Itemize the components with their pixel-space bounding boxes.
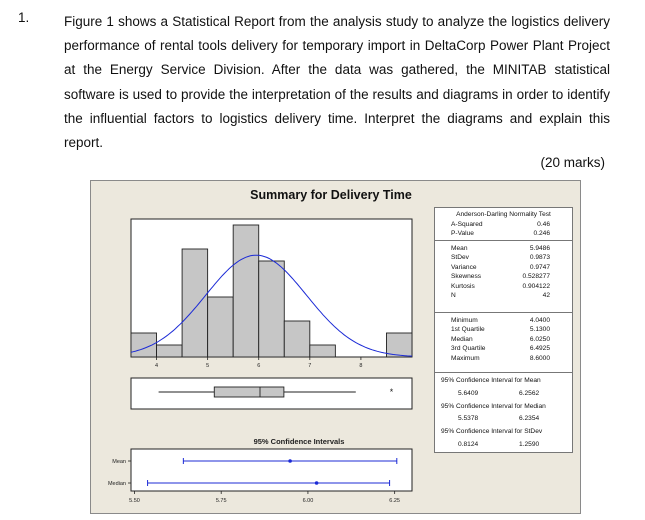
histogram-bar [259,261,285,357]
ci-high: 6.2354 [519,415,540,423]
histogram-bar [182,249,208,357]
ci-section [435,373,572,453]
desc-stat-row [435,244,572,253]
desc-stat-row [435,253,572,262]
ad-stat-value: 0.46 [537,221,550,228]
quartile-stat-label: Minimum [451,317,478,324]
descriptive-section [435,241,572,313]
ci-low: 0.8124 [458,440,479,448]
minitab-summary-figure [90,180,581,514]
desc-stat-label: Mean [451,245,468,252]
ci-block [435,401,572,427]
ci-high: 1.2590 [519,440,540,448]
ci-plot-area [131,449,412,491]
x-tick-label: 7 [308,363,312,369]
ci-point-estimate [288,459,292,463]
boxplot-outlier: * [389,387,394,397]
histogram-bar [310,345,336,357]
question-text [64,10,610,155]
desc-stat-row [435,272,572,281]
ci-block [435,426,572,452]
ci-title: 95% Confidence Interval for StDev [441,428,543,436]
desc-stat-value: 5.9486 [529,245,550,252]
desc-stat-value: 0.9873 [529,254,550,262]
histogram-bar [284,321,310,357]
x-tick-label: 6 [257,363,261,369]
ci-low: 5.6409 [458,389,479,397]
quartile-stat-value: 6.4925 [529,345,550,353]
ci-x-tick-label: 5.50 [129,498,140,504]
boxplot-box [214,387,284,397]
ci-row-label: Mean [112,459,126,465]
ad-test-section [435,208,572,241]
ci-block [435,375,572,401]
boxplot [131,378,412,409]
ci-x-tick-label: 5.75 [215,498,227,504]
desc-stat-label: N [451,292,456,300]
confidence-interval-plot [108,437,412,504]
quartile-stat-row [435,325,572,334]
ad-stat-value: 0.246 [533,230,550,238]
histogram-bar [157,345,183,357]
quartile-stat-value: 8.6000 [529,354,550,362]
desc-stat-label: StDev [451,254,469,262]
ci-x-tick-label: 6.25 [389,498,401,504]
quartile-stat-value: 6.0250 [529,335,550,343]
ci-high: 6.2562 [519,389,540,397]
ad-stat-row [435,229,572,238]
desc-stat-row [435,282,572,291]
ad-stat-row [435,220,572,229]
quartile-stat-label: 3rd Quartile [451,345,486,353]
desc-stat-value: 0.904122 [522,282,550,290]
quartile-stat-label: 1st Quartile [451,326,485,334]
quartile-stat-value: 4.0400 [529,317,550,324]
quartile-stat-row [435,354,572,363]
ci-point-estimate [315,481,319,485]
ad-test-title: Anderson-Darling Normality Test [456,211,551,218]
desc-stat-label: Variance [451,263,477,271]
histogram-bar [386,333,412,357]
x-tick-label: 5 [206,363,210,369]
histogram-bar [208,297,234,357]
histogram [131,219,412,369]
ci-x-tick-label: 6.00 [302,498,314,504]
ci-low: 5.5378 [458,415,479,423]
desc-stat-value: 0.9747 [529,263,550,271]
question-number: 1. [18,10,30,25]
desc-stat-label: Kurtosis [451,282,475,290]
quartile-stat-value: 5.1300 [529,326,550,334]
ad-stat-label: A-Squared [451,221,483,228]
desc-stat-value: 42 [542,292,550,300]
quartile-stat-row [435,335,572,344]
quartile-stat-label: Maximum [451,354,480,362]
desc-stat-row [435,291,572,300]
quartile-stat-row [435,344,572,353]
histogram-bar [233,225,259,357]
quartile-section [435,313,572,373]
ci-plot-title: 95% Confidence Intervals [253,437,345,446]
figure-title: Summary for Delivery Time [250,188,412,202]
ci-title: 95% Confidence Interval for Median [441,402,546,410]
desc-stat-row [435,263,572,272]
ci-title: 95% Confidence Interval for Mean [441,377,541,384]
desc-stat-value: 0.528277 [522,273,550,281]
statistics-panel [434,207,573,453]
desc-stat-label: Skewness [451,273,482,281]
x-tick-label: 8 [359,363,363,369]
quartile-stat-label: Median [451,335,473,343]
question-marks: (20 marks) [540,155,605,170]
x-tick-label: 4 [155,363,159,369]
question-body: Figure 1 shows a Statistical Report from the analysis study to analyze the logistics delivery performance of rental tools delivery for temporary import in DeltaCorp Power Plant Project at the Energy Service Division. After the data was gathered, the MINITAB statistical software is used to provide the interpretation of the results and diagrams in order to identify the influential factors to logistics delivery time. Interpret the diagrams and explain this report. [64,14,610,151]
ad-stat-label: P-Value [451,230,474,238]
ci-row-label: Median [107,481,126,487]
quartile-stat-row [435,316,572,325]
